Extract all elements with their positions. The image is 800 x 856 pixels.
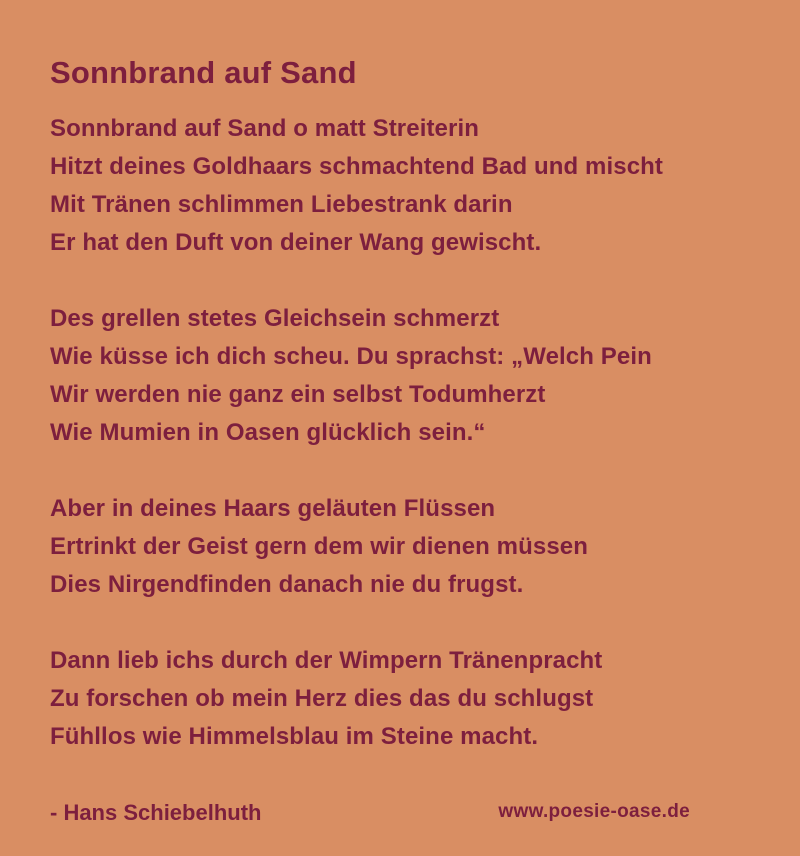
poem-line: Wie küsse ich dich scheu. Du sprachst: „Welch Pein [50, 343, 652, 370]
poem-line: Wir werden nie ganz ein selbst Todumherzt [50, 381, 546, 408]
website-url: www.poesie-oase.de [498, 801, 690, 822]
poem-line: Sonnbrand auf Sand o matt Streiterin [50, 115, 479, 142]
poem-line: Zu forschen ob mein Herz dies das du schlugst [50, 685, 594, 712]
poem-line: Hitzt deines Goldhaars schmachtend Bad und mischt [50, 153, 664, 180]
poem-stanza-2 [50, 300, 750, 452]
poem-line: Des grellen stetes Gleichsein schmerzt [50, 305, 500, 332]
poem-author: - Hans Schiebelhuth [50, 800, 262, 825]
poem-line: Mit Tränen schlimmen Liebestrank darin [50, 191, 513, 218]
poem-line: Dies Nirgendfinden danach nie du frugst. [50, 571, 524, 598]
poem-title: Sonnbrand auf Sand [50, 55, 357, 90]
poem-line: Er hat den Duft von deiner Wang gewischt. [50, 229, 542, 256]
poem-stanza-1 [50, 110, 750, 262]
poem-stanza-4 [50, 642, 750, 756]
poem-line: Dann lieb ichs durch der Wimpern Tränenpracht [50, 647, 603, 674]
poem-line: Fühllos wie Himmelsblau im Steine macht. [50, 723, 539, 750]
poem-stanza-3 [50, 490, 750, 604]
poem-line: Ertrinkt der Geist gern dem wir dienen müssen [50, 533, 588, 560]
poem-line: Wie Mumien in Oasen glücklich sein.“ [50, 419, 486, 446]
poem-line: Aber in deines Haars geläuten Flüssen [50, 495, 496, 522]
